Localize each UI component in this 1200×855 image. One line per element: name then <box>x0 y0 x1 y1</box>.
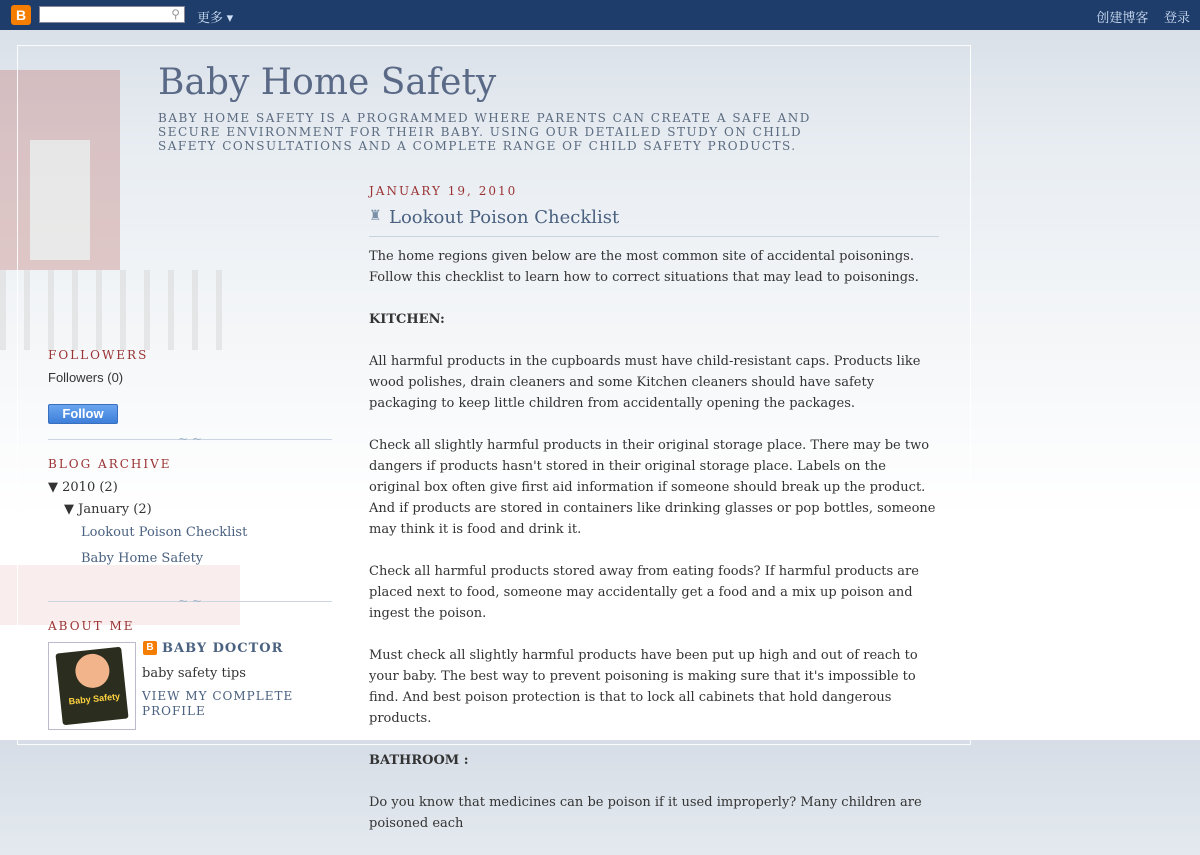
profile-about: baby safety tips <box>142 666 246 681</box>
archive-post-link[interactable]: Baby Home Safety <box>81 551 204 566</box>
profile-avatar[interactable] <box>48 642 136 730</box>
avatar-book <box>55 647 128 726</box>
post-date: JANUARY 19, 2010 <box>369 184 518 198</box>
followers-count: Followers (0) <box>48 370 124 385</box>
post-title-divider <box>369 236 939 237</box>
divider-ornament-icon: ~ ~ <box>178 432 202 446</box>
blog-title[interactable]: Baby Home Safety <box>158 62 497 103</box>
more-menu-button[interactable]: 更多 ▾ <box>197 10 234 25</box>
post-title[interactable]: Lookout Poison Checklist <box>389 207 620 228</box>
view-profile-link[interactable]: VIEW MY COMPLETE PROFILE <box>142 689 294 718</box>
blogger-navbar <box>0 0 1200 30</box>
post-paragraph: Check all slightly harmful products in their original storage place. There may be two dangers if products hasn't stored in their original storage place. Labels on the original box often give first aid information if someone should break up the product. And if products are stored in containers like drinking glasses or pop bottles, someone may think it is food and drink it. <box>369 438 936 537</box>
post-section-heading: BATHROOM : <box>369 753 469 768</box>
post-paragraph: Must check all slightly harmful products have been put up high and out of reach to your baby. The best way to prevent poisoning is making sure that it's impossible to find. And best poison protection is that to lock all cabinets that hold dangerous products. <box>369 648 918 726</box>
search-icon[interactable]: ⚲ <box>171 7 180 21</box>
search-input[interactable] <box>39 6 185 23</box>
archive-post-link[interactable]: Lookout Poison Checklist <box>81 525 248 540</box>
blog-description: BABY HOME SAFETY IS A PROGRAMMED WHERE PARENTS CAN CREATE A SAFE AND SECURE ENVIRONMENT FOR THEIR BABY. USING OUR DETAILED STUDY ON CHILD SAFETY CONSULTATIONS AND A COMPLETE RANGE OF CHILD SAFETY PRODUCTS. <box>158 111 811 153</box>
archive-month-toggle[interactable]: ▼ January (2) <box>64 502 152 517</box>
post-section-heading: KITCHEN: <box>369 312 445 327</box>
follow-button[interactable]: Follow <box>48 404 118 424</box>
about-heading: ABOUT ME <box>48 619 135 633</box>
blogger-profile-icon: B <box>143 641 157 655</box>
archive-heading: BLOG ARCHIVE <box>48 457 172 471</box>
post-paragraph: Do you know that medicines can be poison if it used improperly? Many children are poisoned each <box>369 795 922 831</box>
post-body <box>369 246 939 855</box>
login-link[interactable]: 登录 <box>1163 10 1190 25</box>
post-paragraph: Check all harmful products stored away from eating foods? If harmful products are placed next to food, someone may accidentally get a food and a mix up poison and ingest the poison. <box>369 564 919 621</box>
divider-ornament-icon: ~ ~ <box>178 594 202 608</box>
profile-name-link[interactable]: BABY DOCTOR <box>162 641 284 656</box>
post-title-icon: ♜ <box>369 208 382 224</box>
post-paragraph: All harmful products in the cupboards must have child-resistant caps. Products like wood polishes, drain cleaners and some Kitchen cleaners should have safety packaging to keep little children from accidentally opening the packages. <box>369 354 921 411</box>
create-blog-link[interactable]: 创建博客 <box>1096 10 1149 25</box>
followers-heading: FOLLOWERS <box>48 348 149 362</box>
blogger-logo-icon[interactable]: B <box>11 5 31 25</box>
post-paragraph: The home regions given below are the most common site of accidental poisonings. Follow this checklist to learn how to correct situations that may lead to poisonings. <box>369 249 919 285</box>
baby-face-icon <box>74 652 111 689</box>
avatar-label: Baby Safety <box>68 691 121 707</box>
archive-year-toggle[interactable]: ▼ 2010 (2) <box>48 480 118 495</box>
navbar-right-links <box>1084 7 1190 26</box>
